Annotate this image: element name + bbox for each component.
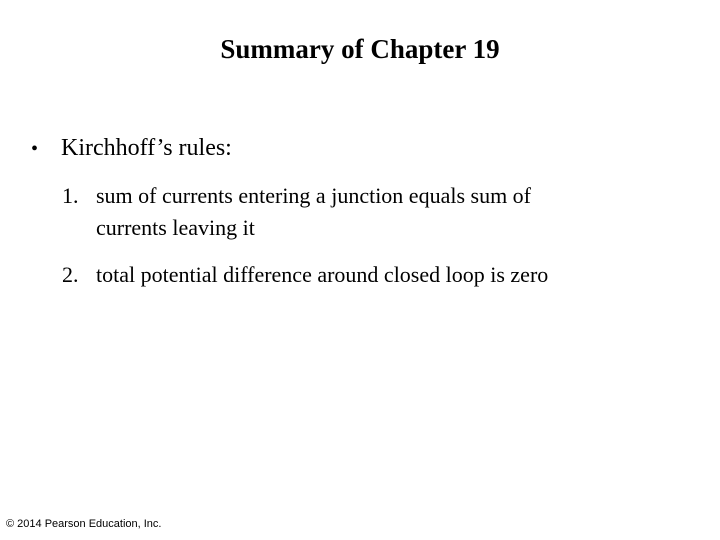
sub-item-2: [62, 259, 548, 291]
sub-item-text: [96, 180, 531, 244]
sub-item-text: total potential difference around closed loop is zero: [96, 262, 549, 287]
slide-title: Summary of Chapter 19: [220, 34, 500, 64]
sub-item-1: [62, 180, 531, 244]
sub-item-number: 1.: [62, 183, 79, 208]
sub-item-number: 2.: [62, 262, 79, 287]
sub-item-line: sum of currents entering a junction equals sum of: [96, 183, 532, 208]
copyright-footer: © 2014 Pearson Education, Inc.: [6, 518, 162, 530]
bullet-text: Kirchhoff’s rules:: [61, 135, 232, 161]
sub-item-line: currents leaving it: [96, 215, 255, 240]
bullet-item-kirchhoff: [31, 133, 232, 164]
bullet-marker: •: [31, 138, 39, 160]
